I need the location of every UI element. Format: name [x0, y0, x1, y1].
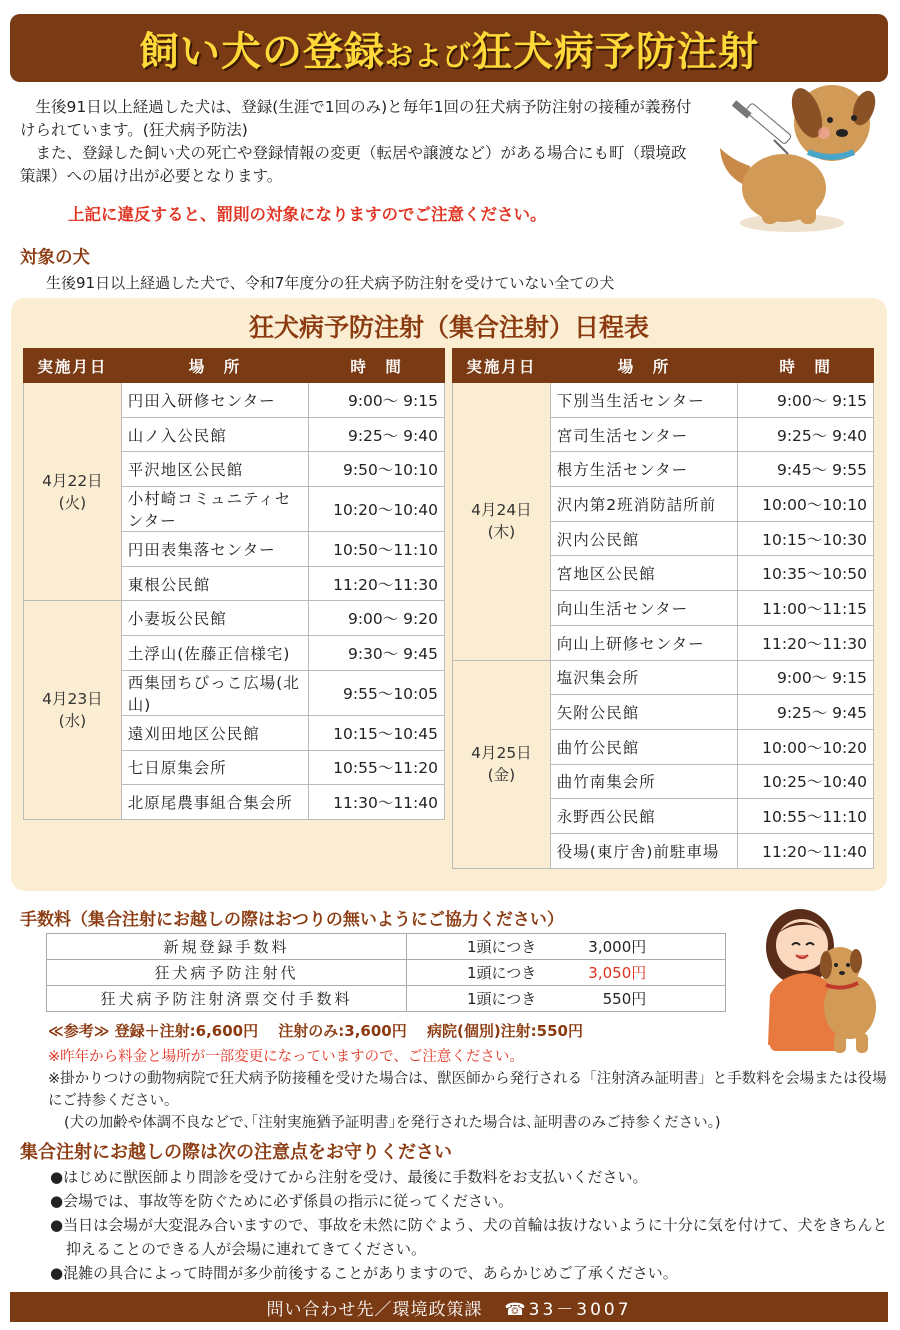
schedule-time: 10:50～11:10	[309, 532, 445, 567]
title-banner	[10, 14, 888, 82]
schedule-place: 曲竹南集会所	[550, 764, 737, 799]
schedule-row	[24, 601, 445, 636]
schedule-place: 矢附公民館	[550, 695, 737, 730]
intro-paragraph-2: また、登録した飼い犬の死亡や登録情報の変更（転居や譲渡など）がある場合にも町（環境政策課）への届け出が必要となります。	[20, 144, 687, 185]
schedule-weekday: (木)	[487, 523, 516, 542]
schedule-place: 土浮山(佐藤正信様宅)	[121, 636, 308, 671]
schedule-date: 4月23日	[42, 690, 103, 709]
schedule-weekday: (金)	[487, 766, 516, 785]
schedule-time: 11:20～11:40	[738, 833, 874, 868]
schedule-place: 役場(東庁舎)前駐車場	[550, 833, 737, 868]
schedule-place: 北原尾農事組合集会所	[121, 785, 308, 820]
schedule-place: 七日原集会所	[121, 750, 308, 785]
fee-label: 狂犬病予防注射代	[47, 960, 407, 986]
schedule-time: 10:25～10:40	[738, 764, 874, 799]
schedule-row	[24, 383, 445, 418]
dog-injection-illustration	[712, 78, 892, 238]
fee-per-unit: 1頭につき	[467, 990, 537, 1008]
schedule-place: 円田入研修センター	[121, 383, 308, 418]
schedule-time: 11:00～11:15	[738, 591, 874, 626]
fee-value-cell	[407, 986, 726, 1012]
schedule-time: 11:20～11:30	[309, 566, 445, 601]
schedule-panel	[11, 298, 887, 891]
title-part-vaccination: 狂犬病予防注射	[472, 28, 759, 75]
target-heading: 対象の犬	[20, 248, 90, 268]
schedule-time: 9:25～ 9:40	[738, 417, 874, 452]
postponement-note: (犬の加齢や体調不良などで､｢注射実施猶予証明書｣を発行された場合は､証明書のみご持参ください｡)	[64, 1115, 721, 1131]
schedule-place: 曲竹公民館	[550, 729, 737, 764]
schedule-time: 10:55～11:10	[738, 799, 874, 834]
schedule-row	[453, 660, 874, 695]
fee-row	[47, 986, 726, 1012]
contact-phone[interactable]: ☎33－3007	[504, 1299, 632, 1320]
schedule-time: 10:00～10:20	[738, 729, 874, 764]
intro-text	[20, 96, 700, 188]
col-header-time: 時 間	[309, 349, 445, 383]
schedule-time: 9:00～ 9:20	[309, 601, 445, 636]
schedule-place: 向山生活センター	[550, 591, 737, 626]
schedule-place: 永野西公民館	[550, 799, 737, 834]
fee-row	[47, 960, 726, 986]
fee-value-cell	[407, 934, 726, 960]
schedule-place: 塩沢集会所	[550, 660, 737, 695]
fee-amount: 3,050円	[588, 964, 647, 982]
schedule-place: 平沢地区公民館	[121, 452, 308, 487]
schedule-time: 10:15～10:30	[738, 521, 874, 556]
schedule-date-cell	[453, 660, 551, 868]
col-header-place: 場 所	[550, 349, 737, 383]
vet-certificate-note: ※掛かりつけの動物病院で狂犬病予防接種を受けた場合は、獣医師から発行される「注射済み証明書」と手数料を会場または役場にご持参ください。	[48, 1071, 887, 1109]
schedule-weekday: (火)	[58, 493, 87, 512]
rules-heading: 集合注射にお越しの際は次の注意点をお守りください	[20, 1142, 452, 1163]
schedule-time: 10:35～10:50	[738, 556, 874, 591]
schedule-date: 4月25日	[471, 744, 532, 763]
schedule-time: 10:20～10:40	[309, 487, 445, 532]
schedule-time: 9:55～10:05	[309, 670, 445, 715]
fee-change-notice: ※昨年から料金と場所が一部変更になっていますので、ご注意ください。	[48, 1049, 524, 1065]
schedule-time: 11:20～11:30	[738, 625, 874, 660]
col-header-place: 場 所	[121, 349, 308, 383]
schedule-place: 円田表集落センター	[121, 532, 308, 567]
fee-value-cell	[407, 960, 726, 986]
rule-item: ●はじめに獣医師より問診を受けてから注射を受け、最後に手数料をお支払いください。	[50, 1168, 648, 1186]
target-text: 生後91日以上経過した犬で、令和7年度分の狂犬病予防注射を受けていない全ての犬	[46, 274, 615, 292]
schedule-time: 9:45～ 9:55	[738, 452, 874, 487]
schedule-table-right	[452, 348, 874, 869]
schedule-place: 宮司生活センター	[550, 417, 737, 452]
schedule-time: 9:00～ 9:15	[738, 383, 874, 418]
warning-text: 上記に違反すると、罰則の対象になりますのでご注意ください。	[68, 205, 547, 224]
schedule-place: 東根公民館	[121, 566, 308, 601]
schedule-time: 9:30～ 9:45	[309, 636, 445, 671]
rule-item: ●混雑の具合によって時間が多少前後することがありますので、あらかじめご了承ください。	[50, 1264, 678, 1282]
fee-per-unit: 1頭につき	[467, 964, 537, 982]
schedule-title: 狂犬病予防注射（集合注射）日程表	[248, 313, 649, 342]
girl-with-dog-illustration	[760, 895, 888, 1060]
schedule-table-left	[23, 348, 445, 820]
fee-label: 新規登録手数料	[47, 934, 407, 960]
col-header-time: 時 間	[738, 349, 874, 383]
schedule-time: 9:25～ 9:40	[309, 417, 445, 452]
rule-item: ●当日は会場が大変混み合いますので、事故を未然に防ぐよう、犬の首輪は抜けないように十分に気を付けて、犬をきちんと抑えることのできる人が会場に連れてきてください。	[50, 1216, 888, 1258]
schedule-place: 山ノ入公民館	[121, 417, 308, 452]
col-header-date: 実施月日	[24, 349, 122, 383]
schedule-place: 向山上研修センター	[550, 625, 737, 660]
schedule-place: 小妻坂公民館	[121, 601, 308, 636]
fee-label: 狂犬病予防注射済票交付手数料	[47, 986, 407, 1012]
title-part-and: および	[384, 38, 472, 72]
schedule-time: 11:30～11:40	[309, 785, 445, 820]
schedule-place: 沢内公民館	[550, 521, 737, 556]
schedule-weekday: (水)	[58, 712, 87, 731]
schedule-row	[453, 383, 874, 418]
schedule-date: 4月24日	[471, 501, 532, 520]
schedule-time: 10:00～10:10	[738, 487, 874, 522]
fee-per-unit: 1頭につき	[467, 938, 537, 956]
schedule-place: 小村崎コミュニティセンター	[121, 487, 308, 532]
col-header-date: 実施月日	[453, 349, 551, 383]
schedule-time: 10:15～10:45	[309, 715, 445, 750]
schedule-place: 宮地区公民館	[550, 556, 737, 591]
title-part-registration: 飼い犬の登録	[138, 28, 385, 75]
rule-item: ●会場では、事故等を防ぐために必ず係員の指示に従ってください。	[50, 1192, 514, 1210]
schedule-time: 10:55～11:20	[309, 750, 445, 785]
fee-row	[47, 934, 726, 960]
schedule-date: 4月22日	[42, 471, 103, 490]
schedule-place: 下別当生活センター	[550, 383, 737, 418]
fee-amount: 3,000円	[588, 938, 647, 956]
page-title	[139, 20, 759, 77]
contact-footer	[10, 1292, 888, 1322]
contact-label: 問い合わせ先／環境政策課	[266, 1299, 483, 1320]
schedule-time: 9:00～ 9:15	[738, 660, 874, 695]
schedule-date-cell	[24, 601, 122, 819]
schedule-date-cell	[453, 383, 551, 661]
fee-reference: ≪参考≫ 登録＋注射:6,600円 注射のみ:3,600円 病院(個別)注射:550円	[48, 1022, 583, 1040]
schedule-time: 9:25～ 9:45	[738, 695, 874, 730]
schedule-place: 西集団ちびっこ広場(北山)	[121, 670, 308, 715]
schedule-time: 9:00～ 9:15	[309, 383, 445, 418]
intro-paragraph-1: 生後91日以上経過した犬は、登録(生涯で1回のみ)と毎年1回の狂犬病予防注射の接種が義務付けられています。(狂犬病予防法)	[20, 98, 692, 139]
fee-heading: 手数料（集合注射にお越しの際はおつりの無いようにご協力ください）	[20, 910, 564, 930]
schedule-place: 遠刈田地区公民館	[121, 715, 308, 750]
fee-amount: 550円	[602, 990, 647, 1008]
fee-table	[46, 933, 726, 1012]
schedule-date-cell	[24, 383, 122, 601]
rules-list	[50, 1165, 890, 1285]
schedule-place: 沢内第2班消防詰所前	[550, 487, 737, 522]
schedule-place: 根方生活センター	[550, 452, 737, 487]
schedule-time: 9:50～10:10	[309, 452, 445, 487]
